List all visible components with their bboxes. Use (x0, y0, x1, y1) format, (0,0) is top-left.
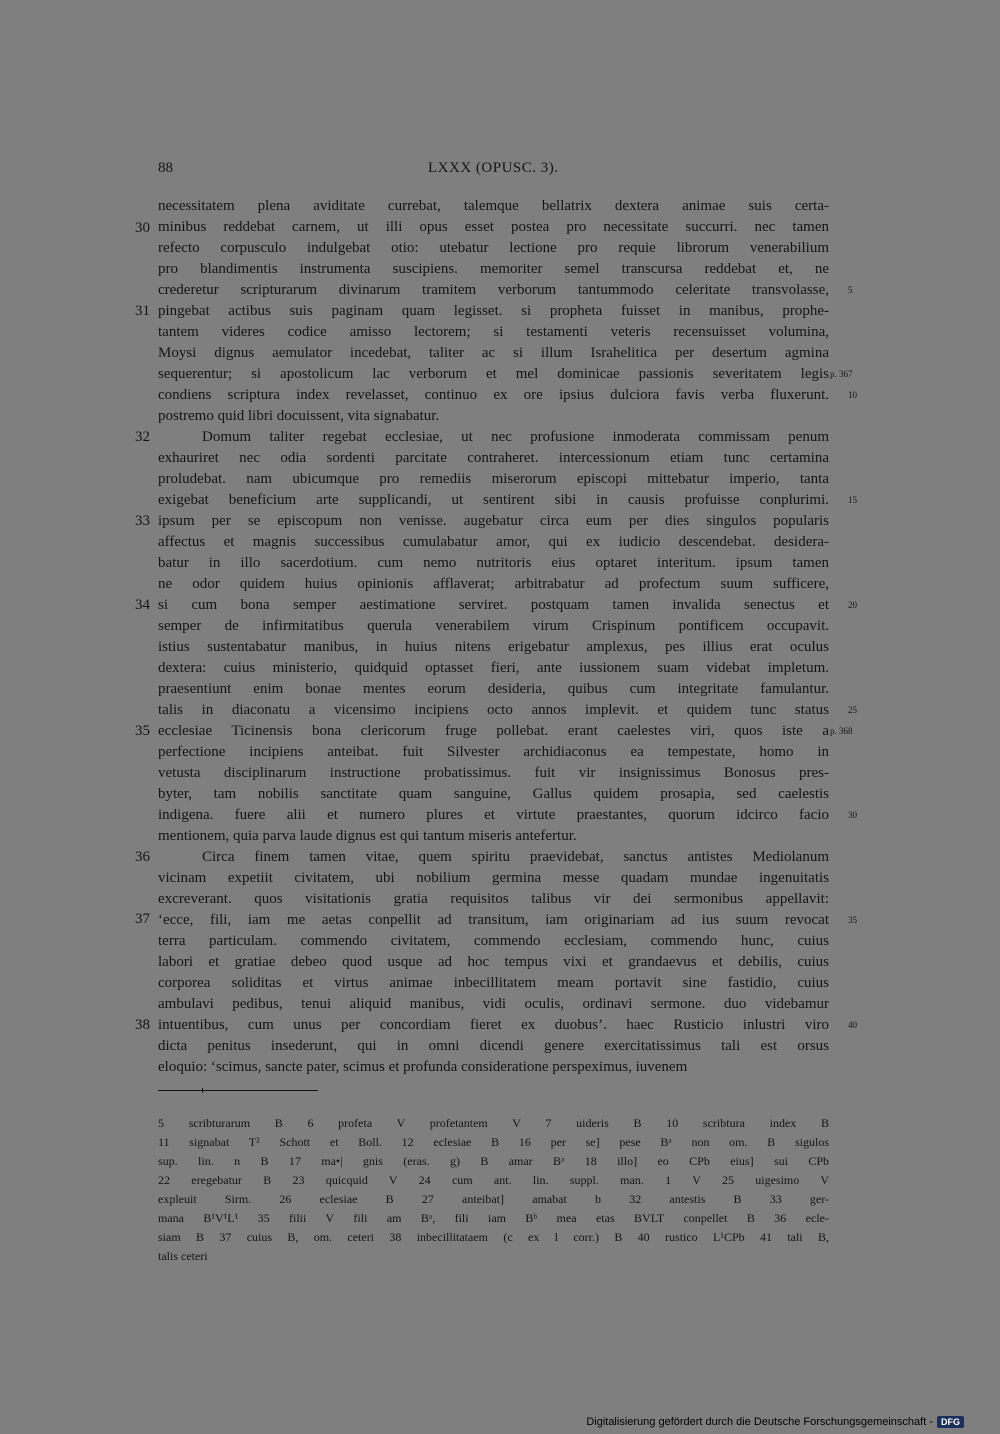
running-title: LXXX (OPUSC. 3). (428, 160, 559, 176)
text-line: pro blandimentis instrumenta suscipiens. memoriter semel transcursa reddebat et, ne (158, 261, 829, 277)
text-line: necessitatem plena aviditate currebat, talemque bellatrix dextera animae suis certa- (158, 198, 829, 214)
text-line: excreverant. quos visitationis gratia requisitos talibus vir dei sermonibus appellavit: (158, 891, 829, 907)
margin-page-ref: p. 367 (830, 369, 853, 379)
apparatus-line: expleuit Sirm. 26 eclesiae B 27 anteibat] amabat b 32 antestis B 33 ger- (158, 1192, 829, 1206)
text-line: condiens scriptura index revelasset, continuo ex ore ipsius dulciora favis verba fluxerunt. (158, 387, 829, 403)
section-number: 35 (135, 723, 150, 739)
apparatus-line: siam B 37 cuius B, om. ceteri 38 inbecillitataem (c ex l corr.) B 40 rustico L¹CPb 41 tali B, (158, 1230, 829, 1244)
margin-line-number: 35 (848, 915, 857, 925)
margin-line-number: 40 (848, 1020, 857, 1030)
text-line: terra particulam. commendo civitatem, commendo ecclesiam, commendo hunc, cuius (158, 933, 829, 949)
text-line: talis in diaconatu a vicensimo incipiens octo annos implevit. et quidem tunc status (158, 702, 829, 718)
text-line: perfectione incipiens anteibat. fuit Silvester archidiaconus ea tempestate, homo in (158, 744, 829, 760)
section-number: 36 (135, 849, 150, 865)
text-line: Domum taliter regebat ecclesiae, ut nec profusione inmoderata commissam penum (202, 429, 829, 445)
text-line: postremo quid libri docuissent, vita signabatur. (158, 408, 440, 424)
apparatus-line: 11 signabat T² Schott et Boll. 12 eclesiae B 16 per se] pese Bᵃ non om. B sigulos (158, 1135, 829, 1149)
margin-page-ref: p. 368 (830, 726, 853, 736)
text-line: proludebat. nam ubicumque pro remediis miserorum episcopi mittebatur imperio, tanta (158, 471, 829, 487)
section-number: 33 (135, 513, 150, 529)
text-line: refecto corpusculo indulgebat otio: utebatur lectione pro requie librorum venerabilium (158, 240, 829, 256)
footer-credit (586, 1416, 964, 1428)
margin-line-number: 20 (848, 600, 857, 610)
text-line: eloquio: ‘scimus, sancte pater, scimus et profunda consideratione perspeximus, iuvenem (158, 1059, 688, 1075)
apparatus-line: mana B¹V¹L¹ 35 filii V fili am Bᵃ, fili iam Bᵇ mea etas BVLT conpellet B 36 ecle- (158, 1211, 829, 1225)
text-line: batur in illo sacerdotium. cum nemo nutritoris eius optaret interitum. ipsum tamen (158, 555, 829, 571)
margin-line-number: 30 (848, 810, 857, 820)
footer-text: Digitalisierung gefördert durch die Deutsche Forschungsgemeinschaft - (586, 1416, 933, 1428)
text-line: vetusta disciplinarum instructione probatissimus. fuit vir insignissimus Bonosus pres- (158, 765, 829, 781)
apparatus-line: sup. lin. n B 17 ma•| gnis (eras. g) B amar Bᵃ 18 illo] eo CPb eius] sui CPb (158, 1154, 829, 1168)
text-line: istius sustentabatur manibus, in huius nitens erigebatur amplexus, pes illius erat oculus (158, 639, 829, 655)
section-number: 32 (135, 429, 150, 445)
apparatus-line: 5 scribturarum B 6 profeta V profetantem V 7 uideris B 10 scribtura index B (158, 1116, 829, 1130)
margin-line-number: 10 (848, 390, 857, 400)
apparatus-line: 22 eregebatur B 23 quicquid V 24 cum ant. lin. suppl. man. 1 V 25 uigesimo V (158, 1173, 829, 1187)
text-line: semper de infirmitatibus querula venerabilem virum Crispinum pontificem occupavit. (158, 618, 829, 634)
text-line: tantem videres codice amisso lectorem; si testamenti veteris recensuisset volumina, (158, 324, 829, 340)
dfg-logo: DFG (937, 1416, 964, 1428)
margin-line-number: 15 (848, 495, 857, 505)
page-number: 88 (158, 160, 173, 176)
section-number: 38 (135, 1017, 150, 1033)
text-line: affectus et magnis successibus cumulabatur amor, qui ex iudicio descendebat. desidera- (158, 534, 829, 550)
section-number: 30 (135, 220, 150, 236)
text-line: ipsum per se episcopum non venisse. augebatur circa eum per dies singulos popularis (158, 513, 829, 529)
text-line: Moysi dignus aemulator incedebat, taliter ac si illum Israhelitica per desertum agmina (158, 345, 829, 361)
text-line: ‘ecce, fili, iam me aetas conpellit ad transitum, iam originariam ad ius suum revocat (158, 912, 829, 928)
text-line: indigena. fuere alii et numero plures et virtute praestantes, quorum idcirco facio (158, 807, 829, 823)
section-number: 37 (135, 911, 150, 927)
text-line: si cum bona semper aestimatione serviret. postquam tamen invalida senectus et (158, 597, 829, 613)
text-line: crederetur scripturarum divinarum tramitem verborum tantummodo celeritate transvolasse, (158, 282, 829, 298)
text-line: Circa finem tamen vitae, quem spiritu praevidebat, sanctus antistes Mediolanum (202, 849, 829, 865)
margin-line-number: 25 (848, 705, 857, 715)
text-line: dextera: cuius ministerio, quidquid optasset fieri, ante iussionem suam videbat impletum. (158, 660, 829, 676)
text-line: sequerentur; si apostolicum lac verborum et mel dominicae passionis severitatem legis (158, 366, 829, 382)
text-line: vicinam expetiit civitatem, ubi nobilium germina messe quadam mundae ingenuitatis (158, 870, 829, 886)
text-line: exhauriret nec odia sordenti parcitate contraheret. intercessionum etiam tunc certamina (158, 450, 829, 466)
text-line: pingebat actibus suis paginam quam legisset. si propheta fuisset in manibus, prophe- (158, 303, 829, 319)
margin-line-number: 5 (848, 285, 853, 295)
text-line: ne odor quidem huius opinionis afflaverat; arbitrabatur ad profectum suum sufficere, (158, 576, 829, 592)
text-line: dicta penitus insederunt, qui in omni dicendi genere exercitatissimus tali est orsus (158, 1038, 829, 1054)
section-number: 34 (135, 597, 150, 613)
text-line: intuentibus, cum unus per concordiam fieret ex duobus’. haec Rusticio inlustri viro (158, 1017, 829, 1033)
text-line: mentionem, quia parva laude dignus est qui tantum miseris antefertur. (158, 828, 577, 844)
apparatus-line: talis ceteri (158, 1249, 208, 1263)
text-line: minibus reddebat carnem, ut illi opus esset postea pro necessitate succurri. nec tamen (158, 219, 829, 235)
text-line: ecclesiae Ticinensis bona clericorum fruge pollebat. erant caelestes viri, quos iste a (158, 723, 829, 739)
text-line: praesentiunt enim bonae mentes eorum desideria, quibus cum integritate famulantur. (158, 681, 829, 697)
text-line: labori et gratiae debeo quod usque ad hoc tempus vixi et grandaevus et debilis, cuius (158, 954, 829, 970)
text-line: byter, tam nobilis sanctitate quam sanguine, Gallus quidem prosapia, sed caelestis (158, 786, 829, 802)
text-line: exigebat beneficium arte supplicandi, ut sentirent sibi in causis profuisse conplurimi. (158, 492, 829, 508)
section-number: 31 (135, 303, 150, 319)
text-line: corporea soliditas et virtus animae inbecillitatem meam portavit sine fastidio, cuius (158, 975, 829, 991)
footnote-rule (158, 1090, 318, 1091)
text-line: ambulavi pedibus, tenui aliquid manibus, vidi oculis, ordinavi sermone. duo videbamur (158, 996, 829, 1012)
